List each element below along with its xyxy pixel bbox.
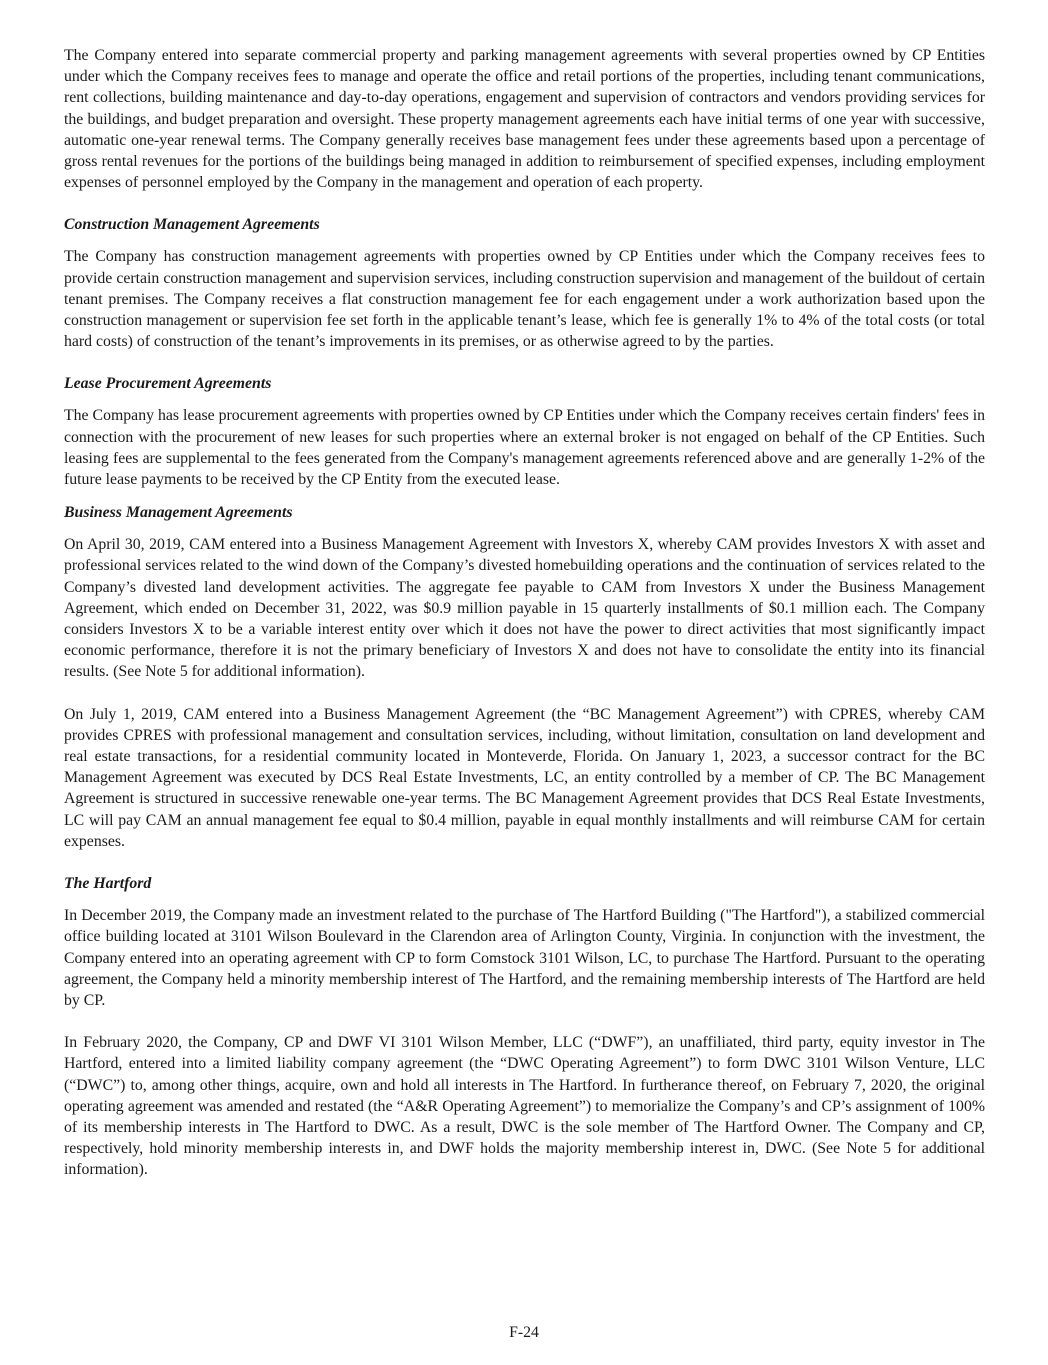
- construction-management-paragraph: The Company has construction management agreements with properties owned by CP Entities under which the Company receives fees to provide certain construction management and supervision services, including construction supervision and management of the buildout of certain tenant premises. The Company receives a flat construction management fee for each engagement under a work authorization based upon the construction management or supervision fee set forth in the applicable tenant’s lease, which fee is generally 1% to 4% of the total costs (or total hard costs) of construction of the tenant’s improvements in its premises, or as otherwise agreed to by the parties.: [64, 248, 985, 351]
- construction-management-heading: Construction Management Agreements: [64, 216, 320, 234]
- dwc-operating-agreement-paragraph: In February 2020, the Company, CP and DWF VI 3101 Wilson Member, LLC (“DWF”), an unaffiliated, third party, equity investor in The Hartford, entered into a limited liability company agreement (the “DWC Operating Agreement”) to form DWC 3101 Wilson Venture, LLC (“DWC”) to, among other things, acquire, own and hold all interests in The Hartford. In furtherance thereof, on February 7, 2020, the original operating agreement was amended and restated (the “A&R Operating Agreement”) to memorialize the Company’s and CP’s assignment of 100% of its membership interests in The Hartford to DWC. As a result, DWC is the sole member of The Hartford Owner. The Company and CP, respectively, hold minority membership interests in, and DWF holds the majority membership interest in, DWC. (See Note 5 for additional information).: [64, 1034, 985, 1179]
- lease-procurement-heading: Lease Procurement Agreements: [64, 375, 272, 393]
- document-body: [64, 45, 985, 1181]
- the-hartford-heading: The Hartford: [64, 875, 152, 893]
- business-management-heading: Business Management Agreements: [64, 504, 293, 522]
- business-management-investors-x-paragraph: On April 30, 2019, CAM entered into a Business Management Agreement with Investors X, whereby CAM provides Investors X with asset and professional services related to the wind down of the Company’s divested homebuilding operations and the continuation of services related to the Company’s divested land development activities. The aggregate fee payable to CAM from Investors X under the Business Management Agreement, which ended on December 31, 2022, was $0.9 million payable in 15 quarterly installments of $0.1 million each. The Company considers Investors X to be a variable interest entity over which it does not have the power to direct activities that most significantly impact economic performance, therefore it is not the primary beneficiary of Investors X and does not have to consolidate the entity into its financial results. (See Note 5 for additional information).: [64, 536, 985, 681]
- hartford-investment-paragraph: In December 2019, the Company made an investment related to the purchase of The Hartford Building ("The Hartford"), a stabilized commercial office building located at 3101 Wilson Boulevard in the Clarendon area of Arlington County, Virginia. In conjunction with the investment, the Company entered into an operating agreement with CP to form Comstock 3101 Wilson, LC, to purchase The Hartford. Pursuant to the operating agreement, the Company held a minority membership interest of The Hartford, and the remaining membership interests of The Hartford are held by CP.: [64, 907, 985, 1009]
- page-number: F-24: [509, 1324, 539, 1341]
- lease-procurement-paragraph: The Company has lease procurement agreements with properties owned by CP Entities under which the Company receives certain finders' fees in connection with the procurement of new leases for such properties where an external broker is not engaged on behalf of the CP Entities. Such leasing fees are supplemental to the fees generated from the Company's management agreements referenced above and are generally 1-2% of the future lease payments to be received by the CP Entity from the executed lease.: [64, 407, 985, 489]
- property-management-paragraph: The Company entered into separate commercial property and parking management agreements with several properties owned by CP Entities under which the Company receives fees to manage and operate the office and retail portions of the properties, including tenant communications, rent collections, building maintenance and day-to-day operations, engagement and supervision of contractors and vendors providing services for the buildings, and budget preparation and oversight. These property management agreements each have initial terms of one year with successive, automatic one-year renewal terms. The Company generally receives base management fees under these agreements based upon a percentage of gross rental revenues for the portions of the buildings being managed in addition to reimbursement of specified expenses, including employment expenses of personnel employed by the Company in the management and operation of each property.: [64, 47, 985, 192]
- bc-management-agreement-paragraph: On July 1, 2019, CAM entered into a Business Management Agreement (the “BC Management Agreement”) with CPRES, whereby CAM provides CPRES with professional management and consultation services, including, without limitation, consultation on land development and real estate transactions, for a residential community located in Monteverde, Florida. On January 1, 2023, a successor contract for the BC Management Agreement was executed by DCS Real Estate Investments, LC, an entity controlled by a member of CP. The BC Management Agreement is structured in successive renewable one-year terms. The BC Management Agreement provides that DCS Real Estate Investments, LC will pay CAM an annual management fee equal to $0.4 million, payable in equal monthly installments and will reimburse CAM for certain expenses.: [64, 705, 985, 850]
